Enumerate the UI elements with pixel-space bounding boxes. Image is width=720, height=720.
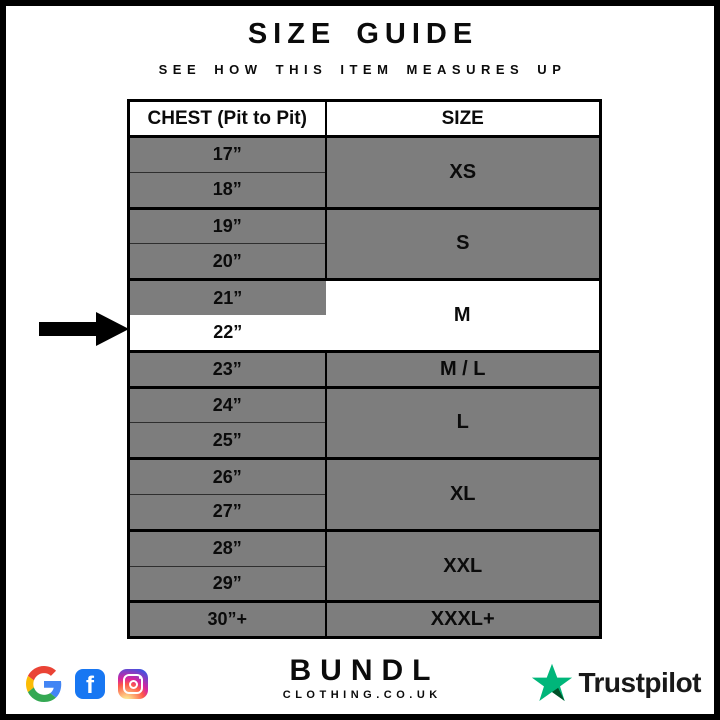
- size-cell-m-highlighted: M: [326, 280, 601, 352]
- trustpilot-star-icon: [531, 662, 573, 704]
- chest-cell-19: 19”: [129, 208, 326, 244]
- table-row: [129, 351, 601, 387]
- chest-cell-27: 27”: [129, 494, 326, 530]
- facebook-icon: f: [75, 669, 105, 699]
- chest-cell-20: 20”: [129, 244, 326, 280]
- chest-cell-21: 21”: [129, 280, 326, 316]
- chest-cell-30plus: 30”+: [129, 602, 326, 638]
- chest-cell-23: 23”: [129, 351, 326, 387]
- trustpilot-label: Trustpilot: [578, 667, 701, 698]
- brand-domain: CLOTHING.CO.UK: [282, 689, 442, 701]
- table-row: [129, 208, 601, 244]
- size-cell-m-l: M / L: [326, 351, 601, 387]
- chest-cell-28: 28”: [129, 530, 326, 566]
- size-cell-s: S: [326, 208, 601, 280]
- size-column-header: SIZE: [326, 101, 601, 137]
- table-row: [129, 387, 601, 423]
- chest-cell-25: 25”: [129, 423, 326, 459]
- table-row: [129, 137, 601, 173]
- chest-cell-24: 24”: [129, 387, 326, 423]
- chest-column-header: CHEST (Pit to Pit): [129, 101, 326, 137]
- size-cell-l: L: [326, 387, 601, 459]
- table-row: [129, 280, 601, 316]
- size-table: [127, 99, 602, 639]
- brand-name: BUNDL: [289, 654, 440, 687]
- chest-cell-26: 26”: [129, 459, 326, 495]
- chest-cell-22-highlighted: 22”: [129, 315, 326, 351]
- table-row: [129, 459, 601, 495]
- size-cell-xl: XL: [326, 459, 601, 531]
- size-cell-xxl: XXL: [326, 530, 601, 602]
- page-subtitle: SEE HOW THIS ITEM MEASURES UP: [158, 62, 567, 77]
- chest-cell-18: 18”: [129, 172, 326, 208]
- size-cell-xxxlplus: XXXL+: [326, 602, 601, 638]
- page-title: SIZE GUIDE: [247, 18, 479, 50]
- chest-cell-17: 17”: [129, 137, 326, 173]
- table-header-row: [129, 101, 601, 137]
- trustpilot-logo: [531, 661, 701, 705]
- highlight-arrow-icon: [39, 312, 129, 346]
- chest-cell-29: 29”: [129, 566, 326, 602]
- table-row: [129, 530, 601, 566]
- table-row: [129, 602, 601, 638]
- size-cell-xs: XS: [326, 137, 601, 209]
